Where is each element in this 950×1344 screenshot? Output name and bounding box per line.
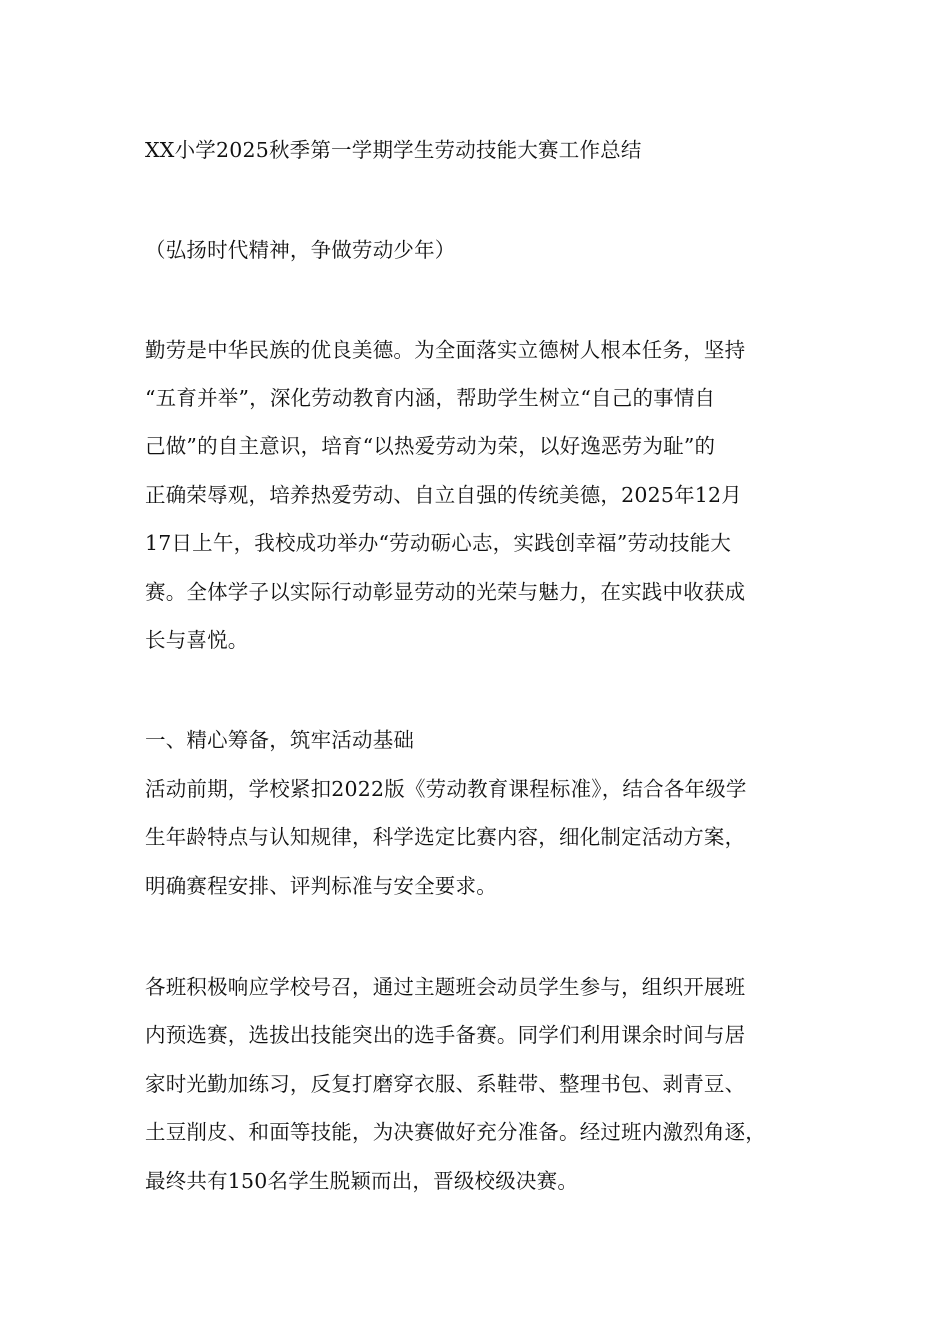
section-heading: 一、精心筹备，筑牢活动基础 — [145, 728, 415, 752]
paragraph-line: 明确赛程安排、评判标准与安全要求。 — [145, 874, 497, 898]
paragraph-line: 正确荣辱观，培养热爱劳动、自立自强的传统美德，2025年12月 — [145, 483, 742, 507]
paragraph-line: 各班积极响应学校号召，通过主题班会动员学生参与，组织开展班 — [145, 975, 746, 999]
paragraph-line: 己做”的自主意识，培育“以热爱劳动为荣，以好逸恶劳为耻”的 — [145, 434, 716, 458]
document-subtitle: （弘扬时代精神，争做劳动少年） — [145, 238, 456, 262]
paragraph-line: 土豆削皮、和面等技能，为决赛做好充分准备。经过班内激烈角逐， — [145, 1120, 766, 1144]
paragraph-line: 最终共有150名学生脱颖而出，晋级校级决赛。 — [145, 1169, 579, 1193]
paragraph-line: 内预选赛，选拔出技能突出的选手备赛。同学们利用课余时间与居 — [145, 1023, 746, 1047]
paragraph-line: 勤劳是中华民族的优良美德。为全面落实立德树人根本任务，坚持 — [145, 338, 746, 362]
paragraph-line: 17日上午，我校成功举办“劳动砺心志，实践创幸福”劳动技能大 — [145, 531, 732, 555]
paragraph-line: 赛。全体学子以实际行动彰显劳动的光荣与魅力，在实践中收获成 — [145, 580, 746, 604]
paragraph-line: 活动前期，学校紧扣2022版《劳动教育课程标准》，结合各年级学 — [145, 777, 747, 801]
paragraph-line: 生年龄特点与认知规律，科学选定比赛内容，细化制定活动方案， — [145, 825, 746, 849]
document-title: XX小学2025秋季第一学期学生劳动技能大赛工作总结 — [145, 138, 642, 162]
paragraph-line: 长与喜悦。 — [145, 628, 249, 652]
paragraph-line: 家时光勤加练习，反复打磨穿衣服、系鞋带、整理书包、剥青豆、 — [145, 1072, 746, 1096]
paragraph-line: “五育并举”，深化劳动教育内涵，帮助学生树立“自己的事情自 — [145, 386, 716, 410]
